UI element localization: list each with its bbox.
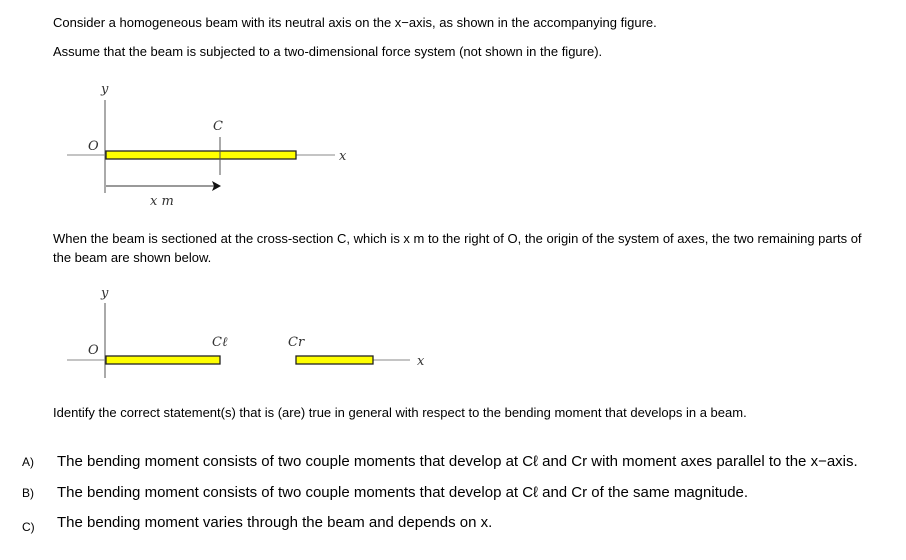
- left-beam-part: [106, 356, 220, 364]
- option-c[interactable]: The bending moment varies through the beam and depends on x.: [57, 514, 493, 531]
- question: Identify the correct statement(s) that is (are) true in general with respect to the bending moment that develops in a beam.: [53, 405, 747, 420]
- option-b-label: B): [22, 486, 34, 500]
- option-b[interactable]: The bending moment consists of two couple moments that develop at Cℓ and Cr of the same magnitude.: [57, 484, 749, 501]
- x-label: x: [417, 354, 425, 369]
- figure-full-beam: [67, 82, 347, 209]
- y-label: y: [101, 82, 109, 97]
- c-left-label: Cℓ: [212, 335, 228, 350]
- distance-label: x m: [150, 194, 174, 209]
- intro-line-1: Consider a homogeneous beam with its neutral axis on the x−axis, as shown in the accompanying figure.: [53, 15, 657, 30]
- c-right-label: Cr: [288, 335, 305, 350]
- x-label: x: [339, 149, 347, 164]
- intro-line-2: Assume that the beam is subjected to a two-dimensional force system (not shown in the figure).: [53, 44, 603, 59]
- beam: [106, 151, 296, 159]
- right-beam-part: [296, 356, 373, 364]
- option-c-label: C): [22, 520, 35, 534]
- origin-label: O: [88, 343, 99, 358]
- y-label: y: [101, 286, 109, 301]
- middle-line-1: When the beam is sectioned at the cross-section C, which is x m to the right of O, the origin of the system of axes, the two remaining parts of: [53, 231, 862, 246]
- c-label: C: [213, 119, 223, 134]
- origin-label: O: [88, 139, 99, 154]
- figure-sectioned-beam: [67, 286, 425, 378]
- option-a[interactable]: The bending moment consists of two couple moments that develop at Cℓ and Cr with moment axes parallel to the x−axis.: [57, 453, 858, 470]
- middle-line-2: the beam are shown below.: [53, 250, 212, 265]
- option-a-label: A): [22, 455, 34, 469]
